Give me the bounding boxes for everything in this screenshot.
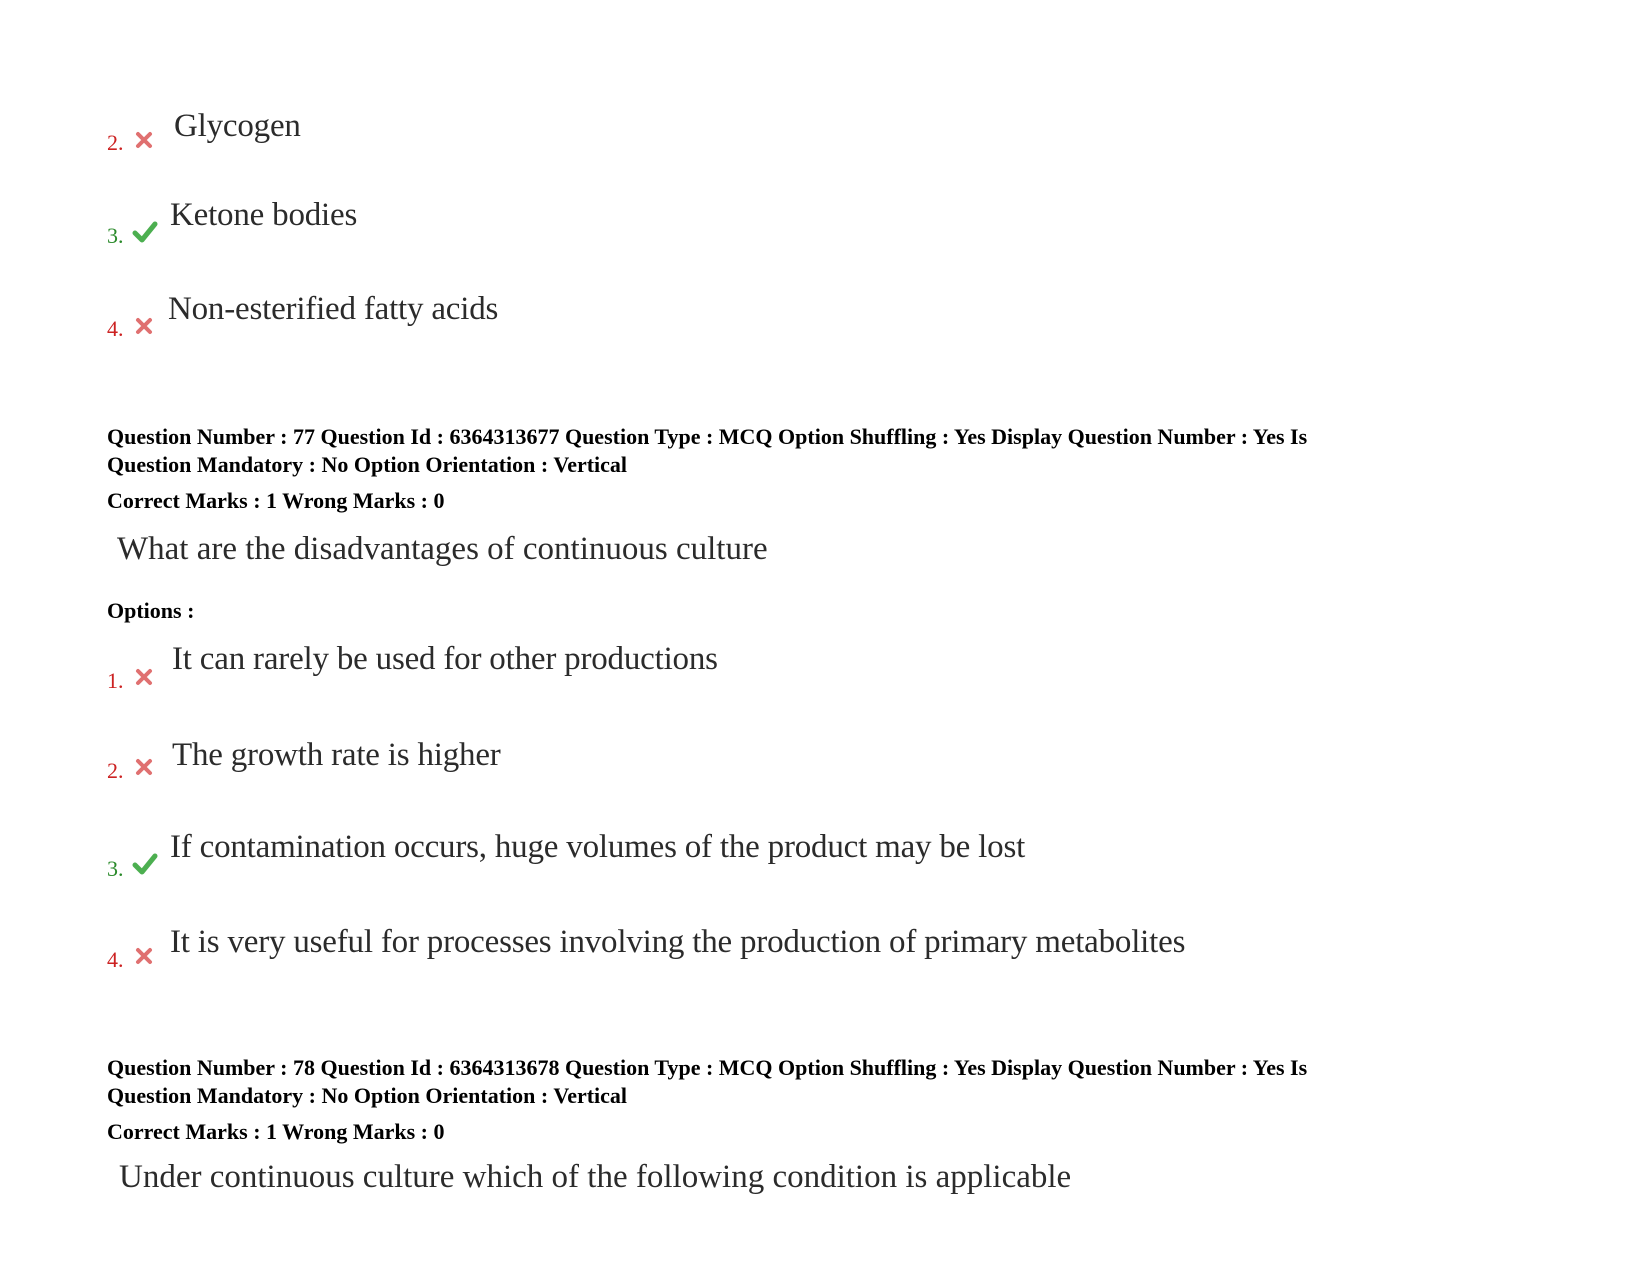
cross-icon xyxy=(134,946,154,966)
question-meta xyxy=(107,423,1547,479)
question-marks: Correct Marks : 1 Wrong Marks : 0 xyxy=(107,1119,445,1144)
option-text: If contamination occurs, huge volumes of the product may be lost xyxy=(170,829,1026,865)
check-icon xyxy=(132,852,158,876)
option-text: Glycogen xyxy=(174,108,301,144)
option-number: 3. xyxy=(107,223,124,248)
question-marks: Correct Marks : 1 Wrong Marks : 0 xyxy=(107,488,445,513)
question-text: What are the disadvantages of continuous culture xyxy=(117,531,768,567)
option-number: 1. xyxy=(107,668,124,693)
cross-icon xyxy=(134,130,154,150)
question-meta-line: Question Number : 77 Question Id : 6364313677 Question Type : MCQ Option Shuffling : Yes Display Question Number : Yes Is xyxy=(107,424,1308,449)
question-meta-line: Question Mandatory : No Option Orientation : Vertical xyxy=(107,1083,628,1108)
option-text: It is very useful for processes involving the production of primary metabolites xyxy=(170,924,1186,960)
option-number: 2. xyxy=(107,130,124,155)
question-text: Under continuous culture which of the following condition is applicable xyxy=(119,1159,1072,1195)
option-text: It can rarely be used for other productions xyxy=(172,641,718,677)
option-text: Ketone bodies xyxy=(170,197,358,233)
cross-icon xyxy=(134,757,154,777)
cross-icon xyxy=(134,316,154,336)
option-number: 3. xyxy=(107,856,124,881)
option-number: 2. xyxy=(107,758,124,783)
check-icon xyxy=(132,220,158,244)
options-label: Options : xyxy=(107,598,195,623)
question-meta xyxy=(107,1054,1547,1110)
option-text: Non-esterified fatty acids xyxy=(168,291,499,327)
question-meta-line: Question Mandatory : No Option Orientation : Vertical xyxy=(107,452,628,477)
question-meta-line: Question Number : 78 Question Id : 6364313678 Question Type : MCQ Option Shuffling : Yes Display Question Number : Yes Is xyxy=(107,1055,1308,1080)
option-number: 4. xyxy=(107,316,124,341)
option-text: The growth rate is higher xyxy=(172,737,501,773)
option-number: 4. xyxy=(107,947,124,972)
cross-icon xyxy=(134,667,154,687)
